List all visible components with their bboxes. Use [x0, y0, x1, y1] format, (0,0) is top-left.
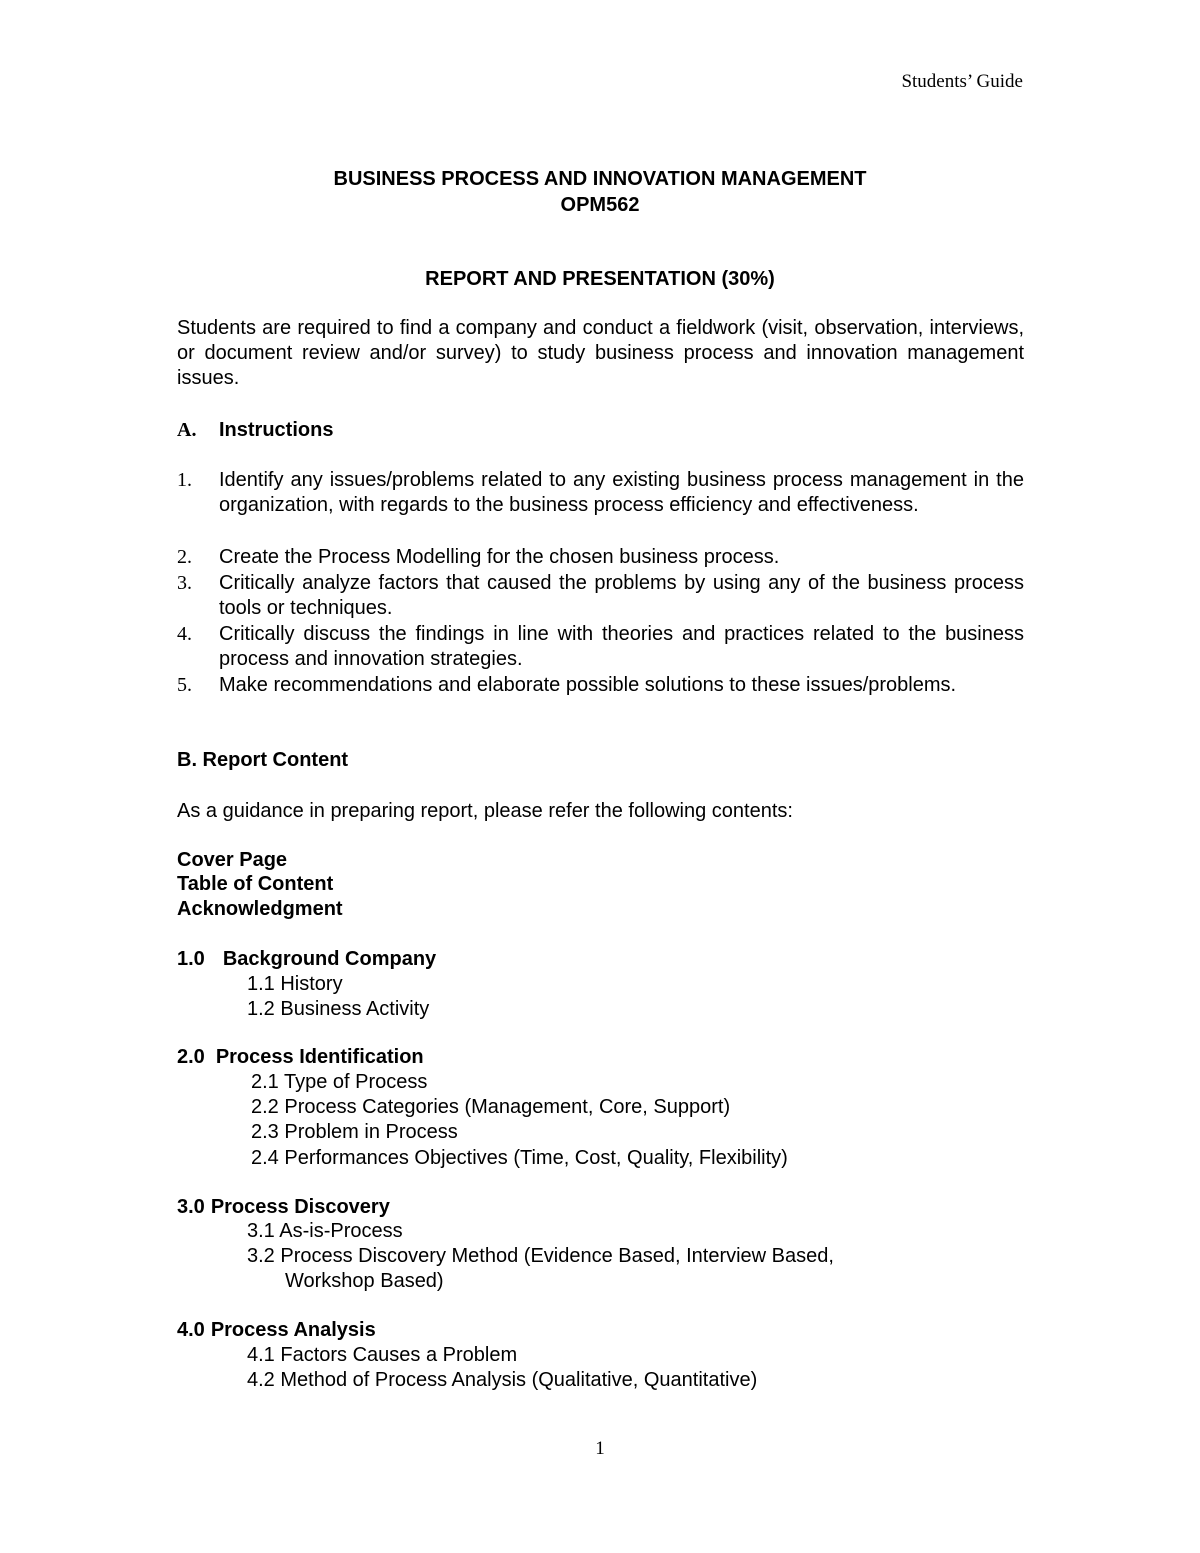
subsection-item: 2.2 Process Categories (Management, Core, Support)	[251, 1096, 731, 1118]
section-4-heading	[177, 1318, 376, 1343]
instruction-number: 3.	[177, 572, 192, 594]
page-number: 1	[595, 1438, 605, 1459]
intro-paragraph: Students are required to find a company and conduct a fieldwork (visit, observation, interviews, or document review and/or survey) to study business process and innovation management issues.	[177, 317, 1024, 389]
section-number: 1.0	[177, 948, 205, 970]
instruction-number: 2.	[177, 546, 192, 568]
section-title: Process Identification	[215, 1046, 424, 1068]
instruction-text: Critically discuss the findings in line with theories and practices related to the business process and innovation strategies.	[219, 623, 1024, 670]
assessment-title: REPORT AND PRESENTATION (30%)	[425, 268, 775, 290]
instruction-number: 1.	[177, 469, 192, 491]
guidance-text: As a guidance in preparing report, please refer the following contents:	[177, 800, 793, 822]
section-title: Process Discovery	[210, 1196, 390, 1218]
instruction-number: 4.	[177, 623, 192, 645]
subsection-item: 2.4 Performances Objectives (Time, Cost, Quality, Flexibility)	[251, 1147, 788, 1169]
document-title: BUSINESS PROCESS AND INNOVATION MANAGEMENT	[333, 168, 867, 190]
section-number: 2.0	[177, 1046, 205, 1068]
subsection-item: 4.2 Method of Process Analysis (Qualitative, Quantitative)	[247, 1369, 758, 1391]
instruction-text: Create the Process Modelling for the chosen business process.	[219, 546, 780, 568]
section-a-title: Instructions	[219, 419, 334, 441]
section-title: Process Analysis	[210, 1319, 376, 1341]
subsection-item: 4.1 Factors Causes a Problem	[247, 1344, 518, 1366]
subsection-item: 2.3 Problem in Process	[251, 1121, 458, 1143]
section-b-heading: B. Report Content	[177, 749, 349, 771]
instruction-text: Critically analyze factors that caused the problems by using any of the business process tools or techniques.	[219, 572, 1024, 619]
section-2-heading	[177, 1045, 424, 1070]
instruction-text: Make recommendations and elaborate possible solutions to these issues/problems.	[219, 674, 957, 696]
front-matter-table-of-content: Table of Content	[177, 873, 334, 895]
running-header: Students’ Guide	[901, 71, 1023, 92]
subsection-item: 1.2 Business Activity	[247, 998, 430, 1020]
section-title: Background Company	[222, 948, 437, 970]
subsection-item: 3.2 Process Discovery Method (Evidence Based, Interview Based,	[247, 1245, 834, 1267]
front-matter-cover-page: Cover Page	[177, 849, 288, 871]
front-matter-acknowledgment: Acknowledgment	[177, 898, 343, 920]
instruction-number: 5.	[177, 674, 192, 696]
subsection-item: 2.1 Type of Process	[251, 1071, 428, 1093]
subsection-item: 1.1 History	[247, 973, 343, 995]
section-a-letter: A.	[177, 419, 197, 441]
instruction-text: Identify any issues/problems related to any existing business process management in the organization, with regards to the business process efficiency and effectiveness.	[219, 469, 1024, 516]
section-3-heading	[177, 1195, 390, 1220]
course-code: OPM562	[560, 194, 640, 216]
subsection-item: 3.1 As-is-Process	[247, 1220, 403, 1242]
section-number: 4.0	[177, 1319, 205, 1341]
section-a-heading	[177, 418, 1024, 443]
section-1-heading	[177, 947, 436, 972]
subsection-continuation: Workshop Based)	[285, 1270, 444, 1292]
section-number: 3.0	[177, 1196, 205, 1218]
